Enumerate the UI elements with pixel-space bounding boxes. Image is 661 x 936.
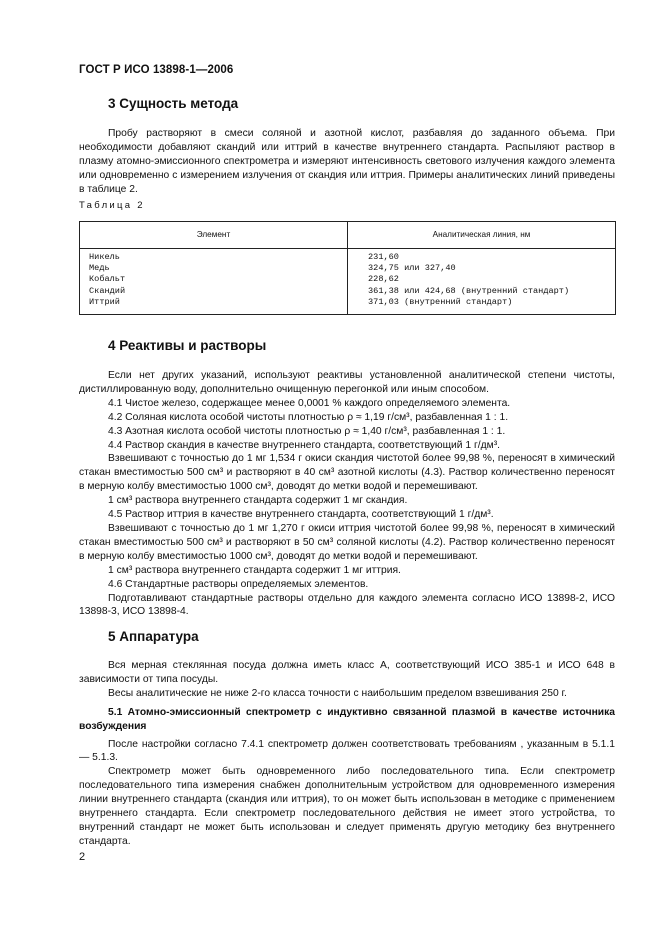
table-row: Медь	[89, 263, 110, 274]
table-cell: 361,38 или 424,68 (внутренний стандарт)	[368, 285, 570, 296]
paragraph: Взвешивают с точностью до 1 мг 1,534 г окиси скандия чистотой более 99,98 %, переносят в химический стакан вместимостью 500 см³ и растворяют в 40 см³ азотной кислоты (4.3). Раствор количественно переносят в мерную колбу вместимостью 1000 см³, доводят до метки водой и перемешивают.	[79, 453, 615, 493]
section-4-title: 4 Реактивы и растворы	[108, 338, 267, 353]
document-header: ГОСТ Р ИСО 13898-1—2006	[79, 64, 234, 76]
table-column-lines	[368, 252, 569, 308]
section-4-body	[79, 369, 615, 619]
table-header-line: Аналитическая линия, нм	[432, 230, 531, 239]
table-cell: 231,60	[368, 252, 399, 262]
paragraph: 1 см³ раствора внутреннего стандарта содержит 1 мг иттрия.	[108, 564, 401, 576]
table-2	[79, 221, 616, 315]
table-caption: Таблица 2	[79, 200, 145, 211]
table-cell: 324,75 или 327,40	[368, 263, 456, 274]
table-row: Иттрий	[89, 296, 120, 307]
section-3-title: 3 Сущность метода	[108, 96, 239, 111]
paragraph: 4.3 Азотная кислота особой чистоты плотностью ρ ≈ 1,40 г/см³, разбавленная 1 : 1.	[108, 425, 506, 437]
table-row: Кобальт	[89, 274, 126, 285]
section-5-body	[79, 659, 615, 849]
paragraph: 4.6 Стандартные растворы определяемых элементов.	[108, 578, 369, 590]
page-number: 2	[79, 851, 86, 863]
paragraph: 4.5 Раствор иттрия в качестве внутреннего стандарта, соответствующий 1 г/дм³.	[108, 509, 494, 521]
paragraph: Вся мерная стеклянная посуда должна иметь класс А, соответствующий ИСО 385-1 и ИСО 648 в зависимости от типа посуды.	[79, 660, 615, 685]
paragraph: После настройки согласно 7.4.1 спектрометр должен соответствовать требованиям , указанным в 5.1.1 — 5.1.3.	[79, 738, 615, 764]
paragraph: Весы аналитические не ниже 2-го класса точности с наибольшим пределом взвешивания 250 г.	[108, 687, 567, 699]
table-column-elements	[89, 252, 125, 308]
paragraph: Взвешивают с точностью до 1 мг 1,270 г окиси иттрия чистотой более 99,98 %, переносят в химический стакан вместимостью 500 см³ и растворяют в 50 см³ соляной кислоты (4.2). Раствор количественно переносят в мерную колбу вместимостью 1000 см³, доводят до метки водой и перемешивают.	[79, 522, 615, 562]
subsection-5-1-title: 5.1 Атомно-эмиссионный спектрометр с индуктивно связанной плазмой в качестве источника возбуждения	[79, 706, 615, 732]
table-row: Скандий	[89, 285, 126, 296]
paragraph: Подготавливают стандартные растворы отдельно для каждого элемента согласно ИСО 13898-2, ИСО 13898-3, ИСО 13898-4.	[79, 592, 615, 618]
section-5-title: 5 Аппаратура	[108, 629, 199, 644]
section-3-paragraph: Пробу растворяют в смеси соляной и азотной кислот, разбавляя до заданного объема. При необходимости добавляют скандий или иттрий в качестве внутреннего стандарта. Распыляют раствор в плазму атомно-эмиссионного спектрометра и измеряют интенсивность светового излучения каждого элемента или одновременно с измерением излучения от скандия или иттрия. Примеры аналитических линий приведены в таблице 2.	[79, 128, 615, 195]
section-3-body	[79, 127, 615, 197]
paragraph: 4.4 Раствор скандия в качестве внутреннего стандарта, соответствующий 1 г/дм³.	[108, 439, 500, 451]
table-cell: 228,62	[368, 274, 399, 285]
table-row: Никель	[89, 252, 120, 262]
paragraph: Спектрометр может быть одновременного либо последовательного типа. Если спектрометр последовательного типа измерения снабжен дополнительным устройством для одновременного измерения линии внутреннего стандарта (скандия или иттрия), то он может быть использован в методике с применением внутреннего стандарта. Если спектрометр последовательного действия не имеет этого устройства, то внутренний стандарт не может быть использован и следует применять другую методику без внутреннего стандарта.	[79, 766, 615, 847]
paragraph: 4.1 Чистое железо, содержащее менее 0,0001 % каждого определяемого элемента.	[108, 397, 511, 409]
paragraph: 4.2 Соляная кислота особой чистоты плотностью ρ ≈ 1,19 г/см³, разбавленная 1 : 1.	[108, 411, 509, 423]
table-header-element: Элемент	[196, 230, 231, 239]
table-cell: 371,03 (внутренний стандарт)	[368, 296, 513, 307]
paragraph: Если нет других указаний, используют реактивы установленной аналитической степени чистоты, дистиллированную воду, дополнительно очищенную перегонкой или иным способом.	[79, 370, 615, 395]
paragraph: 1 см³ раствора внутреннего стандарта содержит 1 мг скандия.	[108, 495, 408, 507]
